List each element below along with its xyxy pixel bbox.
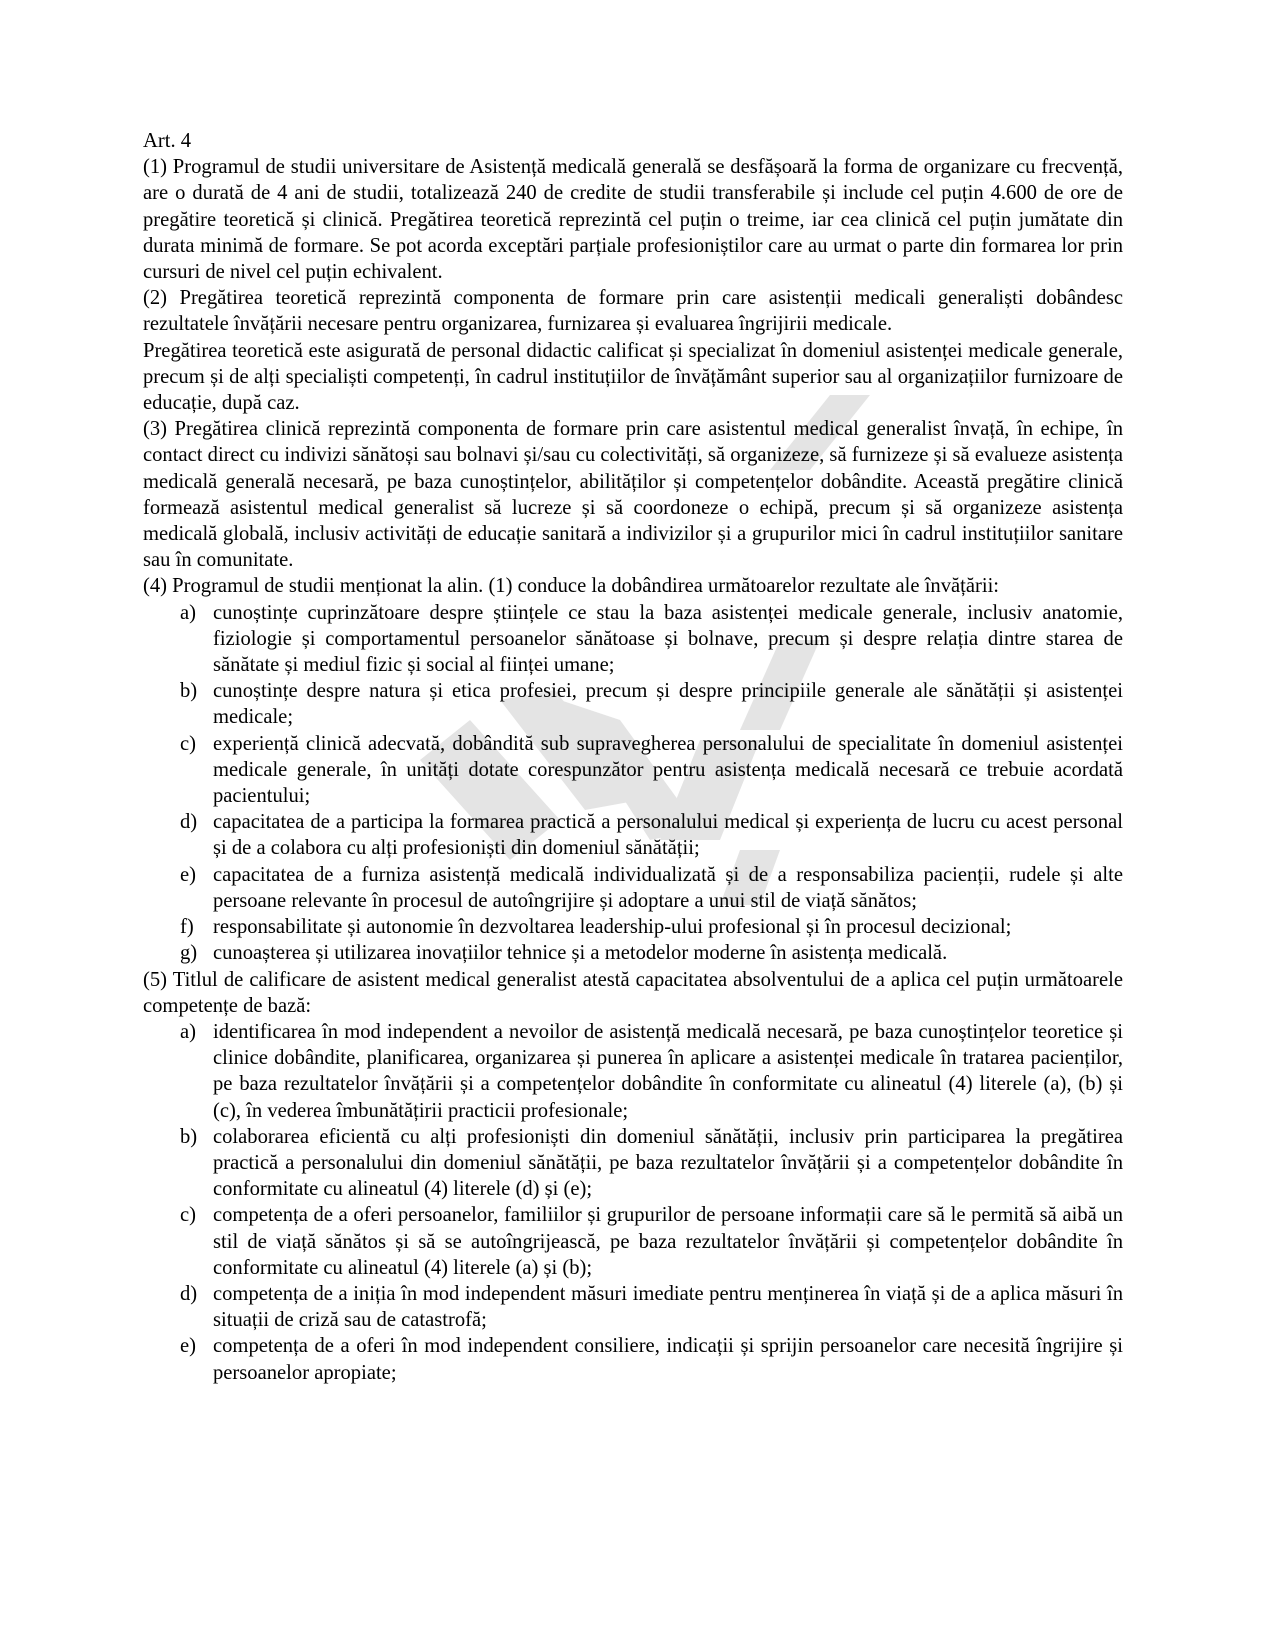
competences-list (143, 1019, 1123, 1386)
article-title: Art. 4 (143, 130, 192, 152)
paragraph-3: (3) Pregătirea clinică reprezintă componenta de formare prin care asistentul medical generalist învață, în echipe, în contact direct cu indivizi sănătoși sau bolnavi și/sau cu colectivități, să organizeze, să furnizeze și să evalueze asistența medicală generală necesară, pe baza cunoștințelor, abilităților și competențelor dobândite. Această pregătire clinică formează asistentul medical generalist să lucreze și să coordoneze o echipă, precum și să organizeze asistența medicală globală, inclusiv activități de educație sanitară a indivizilor și a grupurilor mici în cadrul instituțiilor sanitare sau în comunitate. (143, 418, 1123, 572)
paragraph-5: (5) Titlul de calificare de asistent medical generalist atestă capacitatea absolventului de a aplica cel puțin următoarele competențe de bază: (143, 968, 1123, 1017)
list-item: g) cunoașterea și utilizarea inovațiilor tehnice și a metodelor moderne în asistența medicală. (180, 942, 948, 965)
paragraph-4: (4) Programul de studii menționat la alin. (1) conduce la dobândirea următoarelor rezultate ale învățării: (143, 575, 1000, 598)
list-item: f) responsabilitate și autonomie în dezvoltarea leadership-ului profesional și în procesul decizional; (180, 916, 1012, 939)
list-item: e) capacitatea de a furniza asistență medicală individualizată și de a responsabiliza pacienții, rudele și alte persoane relevante în procesul de autoîngrijire și adoptare a unui stil de viață sănătos; (180, 863, 1123, 912)
list-item: d) capacitatea de a participa la formarea practică a personalului medical și experiența de lucru cu acest personal și de a colabora cu alți profesioniști din domeniul sănătății; (180, 811, 1123, 860)
list-item: c) competența de a oferi persoanelor, familiilor și grupurilor de persoane informații care să le permită să aibă un stil de viață sănătos și să se autoîngrijească, pe baza rezultatelor învățării și competențelor dobândite în conformitate cu alineatul (4) literele (a) și (b); (180, 1204, 1123, 1279)
paragraph-2: (2) Pregătirea teoretică reprezintă componenta de formare prin care asistenții medicali generaliști dobândesc rezultatele învățării necesare pentru organizarea, furnizarea și evaluarea îngrijirii medicale. (143, 287, 1123, 336)
learning-outcomes-list (143, 600, 1123, 967)
list-item: a) identificarea în mod independent a nevoilor de asistență medicală necesară, pe baza cunoștințelor teoretice și clinice dobândite, planificarea, organizarea și punerea în aplicare a asistenței medicale în tratarea pacienților, pe baza rezultatelor învățării și a competențelor dobândite în conformitate cu alineatul (4) literele (a), (b) și (c), în vederea îmbunătățirii practicii profesionale; (180, 1020, 1123, 1122)
list-item: d) competența de a iniția în mod independent măsuri imediate pentru menținerea în viață și de a aplica măsuri în situații de criză sau de catastrofă; (180, 1282, 1123, 1332)
list-item: b) colaborarea eficientă cu alți profesioniști din domeniul sănătății, inclusiv prin participarea la pregătirea practică a personalului din domeniul sănătății, pe baza rezultatelor învățării și a competențelor dobândite în conformitate cu alineatul (4) literele (d) și (e); (180, 1125, 1123, 1201)
paragraph-1: (1) Programul de studii universitare de Asistență medicală generală se desfășoară la forma de organizare cu frecvență, are o durată de 4 ani de studii, totalizează 240 de credite de studii transferabile și include cel puțin 4.600 de ore de pregătire teoretică și clinică. Pregătirea teoretică reprezintă cel puțin o treime, iar cea clinică cel puțin jumătate din durata minimă de formare. Se pot acorda exceptări parțiale profesioniștilor care au urmat o parte din formarea lor prin cursuri de nivel cel puțin echivalent. (143, 156, 1123, 284)
list-item: a) cunoștințe cuprinzătoare despre științele ce stau la baza asistenței medicale generale, inclusiv anatomie, fiziologie și comportamentul persoanelor sănătoase și bolnave, precum și despre relația dintre starea de sănătate și mediul fizic și social al ființei umane; (180, 601, 1123, 677)
list-item: c) experiență clinică adecvată, dobândită sub supravegherea personalului de specialitate în domeniul asistenței medicale generale, în unități dotate corespunzător pentru asistența medicală necesară ce trebuie acordată pacientului; (180, 732, 1123, 808)
list-item: b) cunoștințe despre natura și etica profesiei, precum și despre principiile generale ale sănătății și asistenței medicale; (180, 680, 1123, 729)
document-page (143, 128, 1123, 1386)
paragraph-2-continued: Pregătirea teoretică este asigurată de personal didactic calificat și specializat în domeniul asistenței medicale generale, precum și de alți specialiști competenți, în cadrul instituțiilor de învățământ superior sau al organizațiilor furnizoare de educație, după caz. (143, 339, 1123, 415)
list-item: e) competența de a oferi în mod independent consiliere, indicații și sprijin persoanelor care necesită îngrijire și persoanelor apropiate; (180, 1335, 1123, 1384)
